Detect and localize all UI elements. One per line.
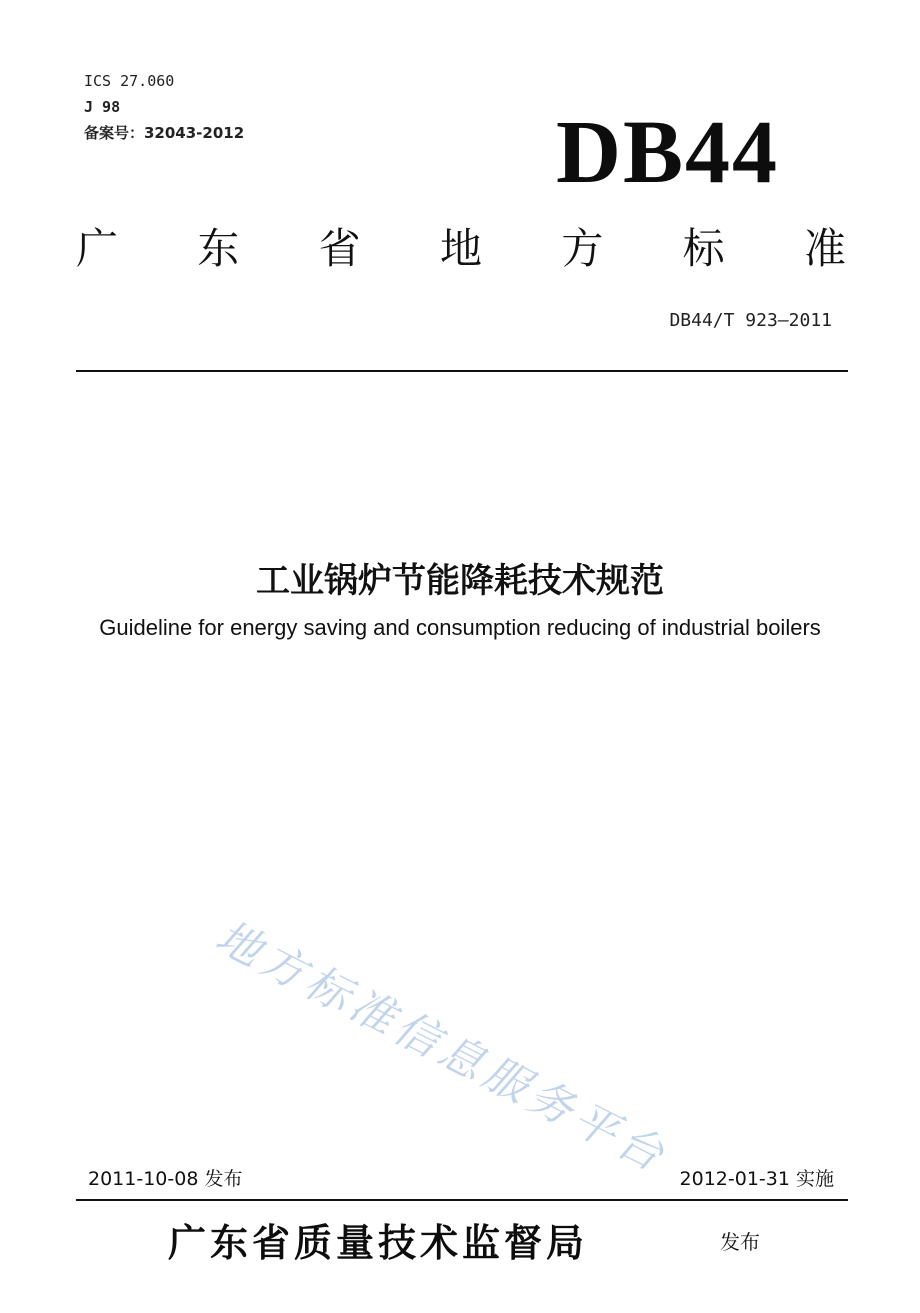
- standard-number: DB44/T 923—2011: [669, 310, 832, 331]
- standard-type-char: 标: [682, 224, 725, 273]
- standard-type-char: 地: [439, 224, 482, 273]
- implementation-date: 2012-01-31 实施: [679, 1168, 834, 1190]
- standard-type-char: 省: [318, 224, 361, 273]
- document-title-zh: 工业锅炉节能降耗技术规范: [256, 561, 664, 601]
- header-divider: [76, 370, 848, 372]
- document-title-en: Guideline for energy saving and consumption reducing of industrial boilers: [99, 615, 821, 640]
- record-number: 备案号：32043-2012: [84, 124, 245, 142]
- watermark: 地方标准信息服务平台: [207, 911, 677, 1184]
- ccs-code: J 98: [84, 98, 121, 116]
- standard-type-heading: [76, 218, 846, 274]
- standard-type-char: 方: [561, 224, 604, 273]
- standard-code-logo: DB44: [556, 103, 780, 202]
- footer-divider: [76, 1199, 848, 1201]
- publisher-name: 广东省质量技术监督局: [168, 1220, 589, 1265]
- standard-type-char: 广: [76, 224, 119, 273]
- ics-code: ICS 27.060: [84, 72, 175, 90]
- publisher-suffix: 发布: [720, 1230, 760, 1254]
- standard-type-char: 准: [803, 224, 846, 273]
- issue-date: 2011-10-08 发布: [88, 1168, 243, 1190]
- standard-type-char: 东: [197, 224, 240, 273]
